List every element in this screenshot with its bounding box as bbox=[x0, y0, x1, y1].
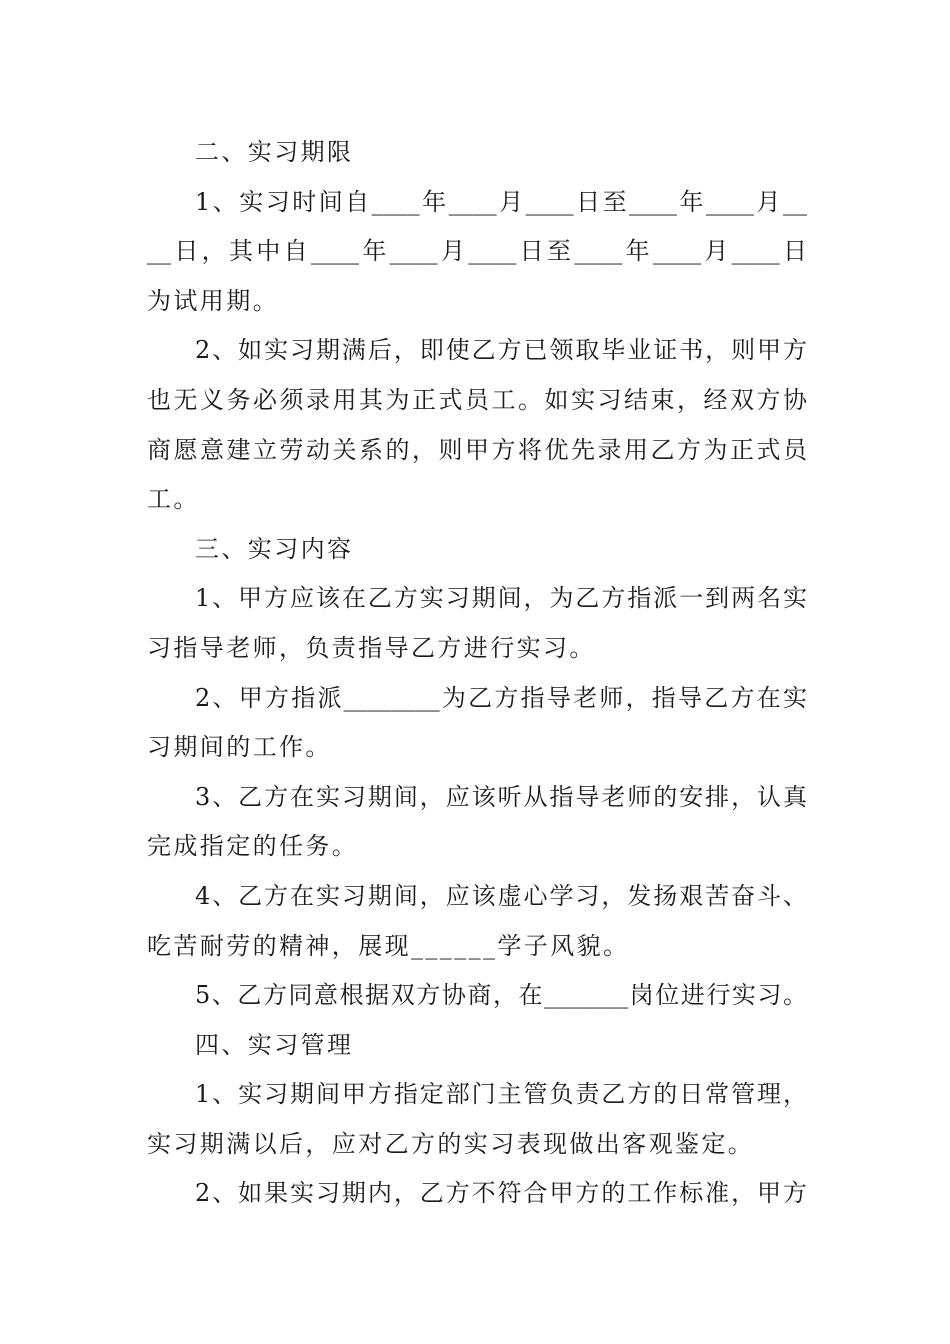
paragraph-line: 2、甲方指派________为乙方指导老师，指导乙方在实 bbox=[195, 683, 807, 712]
paragraph-line: 也无义务必须录用其为正式员工。如实习结束，经双方协 bbox=[147, 385, 807, 414]
paragraph-line: 工。 bbox=[147, 485, 200, 514]
paragraph-line: __日，其中自____年____月____日至____年____月____日 bbox=[147, 237, 807, 266]
paragraph-line: 2、如果实习期内，乙方不符合甲方的工作标准，甲方 bbox=[195, 1179, 807, 1208]
paragraph-line: 5、乙方同意根据双方协商，在_______岗位进行实习。 bbox=[195, 981, 807, 1010]
document-page bbox=[147, 128, 807, 1219]
paragraph-line: 完成指定的任务。 bbox=[147, 832, 359, 861]
paragraph-line: 2、如实习期满后，即使乙方已领取毕业证书，则甲方 bbox=[195, 336, 807, 365]
paragraph-line: 实习期满以后，应对乙方的实习表现做出客观鉴定。 bbox=[147, 1129, 755, 1158]
section-heading: 二、实习期限 bbox=[195, 138, 354, 166]
paragraph-line: 1、实习时间自____年____月____日至____年____月__ bbox=[195, 187, 807, 216]
section-heading: 三、实习内容 bbox=[195, 534, 354, 563]
paragraph-line: 1、实习期间甲方指定部门主管负责乙方的日常管理， bbox=[195, 1080, 807, 1109]
paragraph-line: 为试用期。 bbox=[147, 286, 279, 315]
paragraph-line: 习指导老师，负责指导乙方进行实习。 bbox=[147, 633, 596, 662]
paragraph-line: 1、甲方应该在乙方实习期间，为乙方指派一到两名实 bbox=[195, 584, 807, 613]
paragraph-line: 4、乙方在实习期间，应该虚心学习，发扬艰苦奋斗、 bbox=[195, 881, 807, 910]
paragraph-line: 习期间的工作。 bbox=[147, 733, 332, 762]
section-heading: 四、实习管理 bbox=[195, 1030, 354, 1059]
paragraph-line: 商愿意建立劳动关系的，则甲方将优先录用乙方为正式员 bbox=[147, 435, 807, 464]
paragraph-line: 吃苦耐劳的精神，展现______学子风貌。 bbox=[147, 931, 630, 960]
paragraph-line: 3、乙方在实习期间，应该听从指导老师的安排，认真 bbox=[195, 782, 807, 811]
